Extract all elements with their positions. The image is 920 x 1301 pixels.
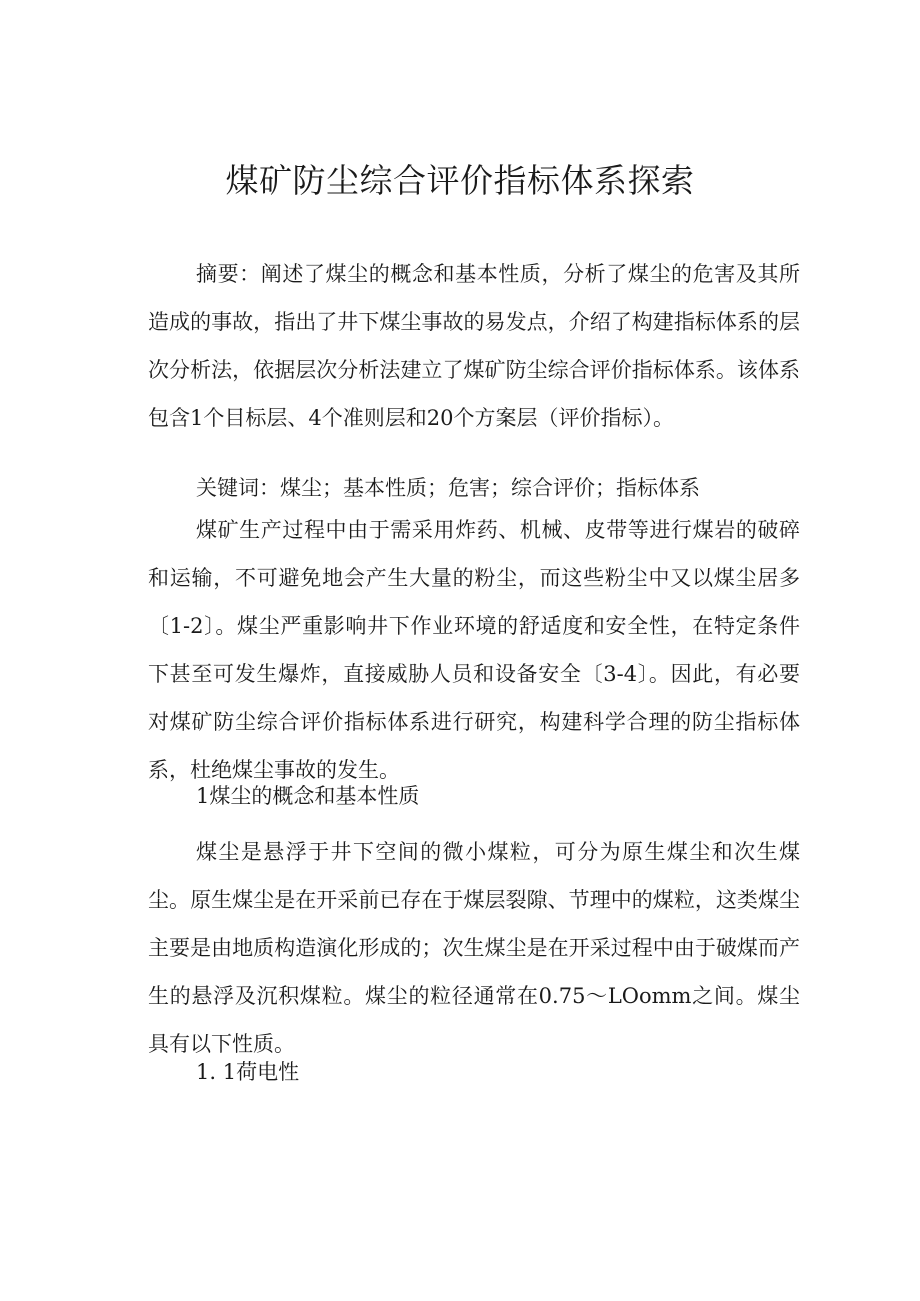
section-1-1-heading: 1. 1荷电性 [196,1060,300,1084]
section-1-heading: 1煤尘的概念和基本性质 [196,784,420,808]
abstract-paragraph: 摘要：阐述了煤尘的概念和基本性质，分析了煤尘的危害及其所造成的事故，指出了井下煤尘事故的易发点，介绍了构建指标体系的层次分析法，依据层次分析法建立了煤矿防尘综合评价指标体系。该体系包含1个目标层、4个准则层和20个方案层（评价指标）。 [148,262,800,430]
section-1-paragraph: 煤尘是悬浮于井下空间的微小煤粒，可分为原生煤尘和次生煤尘。原生煤尘是在开采前已存在于煤层裂隙、节理中的煤粒，这类煤尘主要是由地质构造演化形成的；次生煤尘是在开采过程中由于破煤而产生的悬浮及沉积煤粒。煤尘的粒径通常在0.75～LOomm之间。煤尘具有以下性质。 [148,840,800,1056]
document-title: 煤矿防尘综合评价指标体系探索 [225,161,695,200]
keywords-line: 关键词：煤尘；基本性质；危害；综合评价；指标体系 [196,476,700,500]
intro-paragraph: 煤矿生产过程中由于需采用炸药、机械、皮带等进行煤岩的破碎和运输，不可避免地会产生大量的粉尘，而这些粉尘中又以煤尘居多〔1-2〕。煤尘严重影响井下作业环境的舒适度和安全性，在特定条件下甚至可发生爆炸，直接威胁人员和设备安全〔3-4〕。因此，有必要对煤矿防尘综合评价指标体系进行研究，构建科学合理的防尘指标体系，杜绝煤尘事故的发生。 [148,518,800,782]
